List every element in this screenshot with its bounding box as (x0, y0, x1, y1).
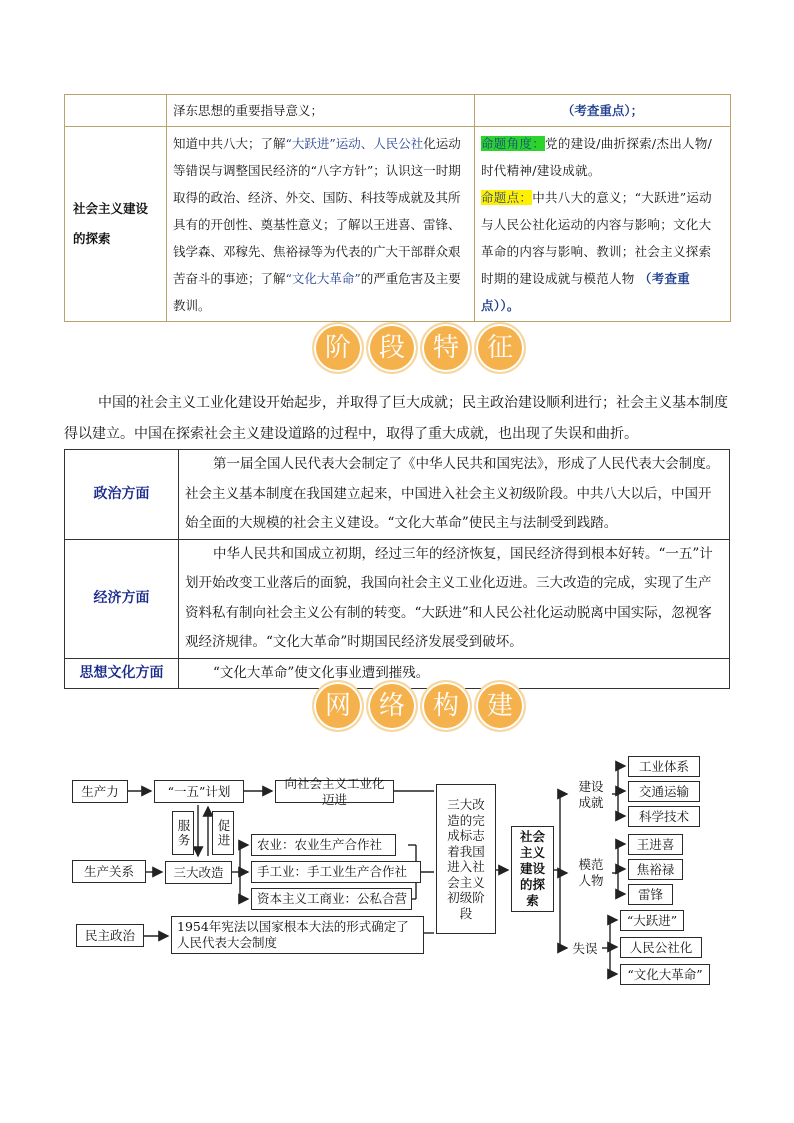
req-text-a: 知道中共八大；了解 (173, 136, 286, 151)
node-productivity: 生产力 (72, 780, 128, 803)
requirement-cell (167, 127, 475, 322)
angle-label: 命题角度： (481, 136, 546, 151)
row-text-economy: 中华人民共和国成立初期，经过三年的经济恢复，国民经济得到根本好转。“一五”计划开始改变工业落后的面貌，我国向社会主义工业化迈进。三大改造的完成，实现了生产资料私有制向社会主义公有制的转变。“大跃进”和人民公社化运动脱离中国实际，忽视客观经济规律。“文化大革命”时期国民经济发展受到破坏。 (179, 539, 730, 658)
table-row (65, 127, 731, 322)
node-lei-feng: 雷锋 (628, 884, 673, 905)
req-text-leap: “大跃进”运动、人民公社 (285, 136, 424, 151)
node-completion: 三大改造的完成标志着我国进入社会主义初级阶段 (436, 784, 496, 934)
row-head-economy: 经济方面 (65, 539, 179, 658)
node-science: 科学技术 (628, 806, 700, 827)
row-head-culture: 思想文化方面 (65, 658, 179, 689)
table-cell-empty (65, 95, 167, 127)
node-five-year-plan: “一五”计划 (154, 780, 244, 803)
banner-char: 阶 (324, 333, 351, 363)
exam-key-cell: （考查重点）； (475, 95, 731, 127)
stage-features-table (64, 449, 730, 689)
node-jiao-yulu: 焦裕禄 (628, 859, 683, 880)
banner-char: 段 (378, 333, 405, 363)
node-constitution: 1954年宪法以国家根本大法的形式确定了人民代表大会制度 (171, 916, 424, 954)
requirement-cell: 泽东思想的重要指导意义； (167, 95, 475, 127)
node-promote: 促进 (212, 811, 234, 855)
table-row (65, 539, 730, 658)
point-text: 中共八大的意义；“大跃进”运动与人民公社化运动的内容与影响；文化大革命的内容与影响、教训；社会主义探索时期的建设成就与模范人物 (481, 190, 712, 286)
node-capitalist: 资本主义工商业：公私合营 (251, 888, 412, 910)
banner-char: 网 (324, 691, 351, 721)
node-wang-jinxi: 王进喜 (628, 834, 683, 855)
section-banner-stage (0, 322, 794, 374)
row-head-politics: 政治方面 (65, 450, 179, 540)
banner-char: 构 (432, 691, 459, 721)
angle-text: 党的建设/曲折探索/杰出人物/时代精神/建设成就。 (481, 136, 713, 178)
node-handicraft: 手工业：手工业生产合作社 (251, 861, 421, 883)
exam-key: （考查重点））。 (481, 271, 691, 313)
node-agriculture: 农业：农业生产合作社 (251, 834, 396, 856)
req-text-cultural: “文化大革命” (285, 271, 361, 286)
knowledge-network-diagram (64, 748, 730, 988)
table-row (65, 450, 730, 540)
req-text-c: 化运动等错误与调整国民经济的“八字方针”；认识这一时期取得的政治、经济、外交、国防、科技等成就及其所具有的开创性、奠基性意义；了解以王进喜、雷锋、钱学森、邓稼先、焦裕禄等为代表的广大干部群众艰苦奋斗的事迹；了解 (173, 136, 461, 286)
node-great-leap: “大跃进” (620, 910, 684, 931)
table-row (65, 95, 731, 127)
exam-point-cell (475, 127, 731, 322)
banner-char: 特 (432, 333, 459, 363)
node-cultural-revolution: “文化大革命” (620, 964, 710, 985)
node-industry: 工业体系 (628, 756, 700, 777)
row-text-politics: 第一届全国人民代表大会制定了《中华人民共和国宪法》，形成了人民代表大会制度。社会主义基本制度在我国建立起来，中国进入社会主义初级阶段。中共八大以后，中国开始全面的大规模的社会主义建设。“文化大革命”使民主与法制受到践踏。 (179, 450, 730, 540)
banner-char: 建 (486, 691, 513, 721)
req-text-e: 的严重危害及主要教训。 (173, 271, 461, 313)
row-text-culture: “文化大革命”使文化事业遭到摧残。 (179, 658, 730, 689)
node-industrialization: 向社会主义工业化迈进 (275, 780, 394, 803)
node-democracy: 民主政治 (76, 924, 144, 947)
topic-label: 社会主义建设的探索 (65, 127, 167, 322)
section-banner-network (0, 680, 794, 732)
banner-char: 络 (378, 691, 405, 721)
node-exploration: 社会主义建设的探索 (511, 826, 554, 912)
banner-char: 征 (486, 333, 513, 363)
node-commune: 人民公社化 (620, 937, 702, 958)
node-serve: 服务 (172, 811, 194, 855)
node-transport: 交通运输 (628, 781, 700, 802)
node-relations: 生产关系 (72, 860, 146, 883)
intro-paragraph: 中国的社会主义工业化建设开始起步，并取得了巨大成就；民主政治建设顺利进行；社会主义基本制度得以建立。中国在探索社会主义建设道路的过程中，取得了重大成就，也出现了失误和曲折。 (64, 395, 728, 442)
node-mistakes: 失误 (568, 938, 602, 959)
node-three-reforms: 三大改造 (165, 861, 232, 884)
point-label: 命题点： (481, 190, 533, 205)
curriculum-table (64, 94, 731, 322)
node-models: 模范人物 (570, 854, 612, 892)
node-achievements: 建设成就 (570, 776, 612, 814)
